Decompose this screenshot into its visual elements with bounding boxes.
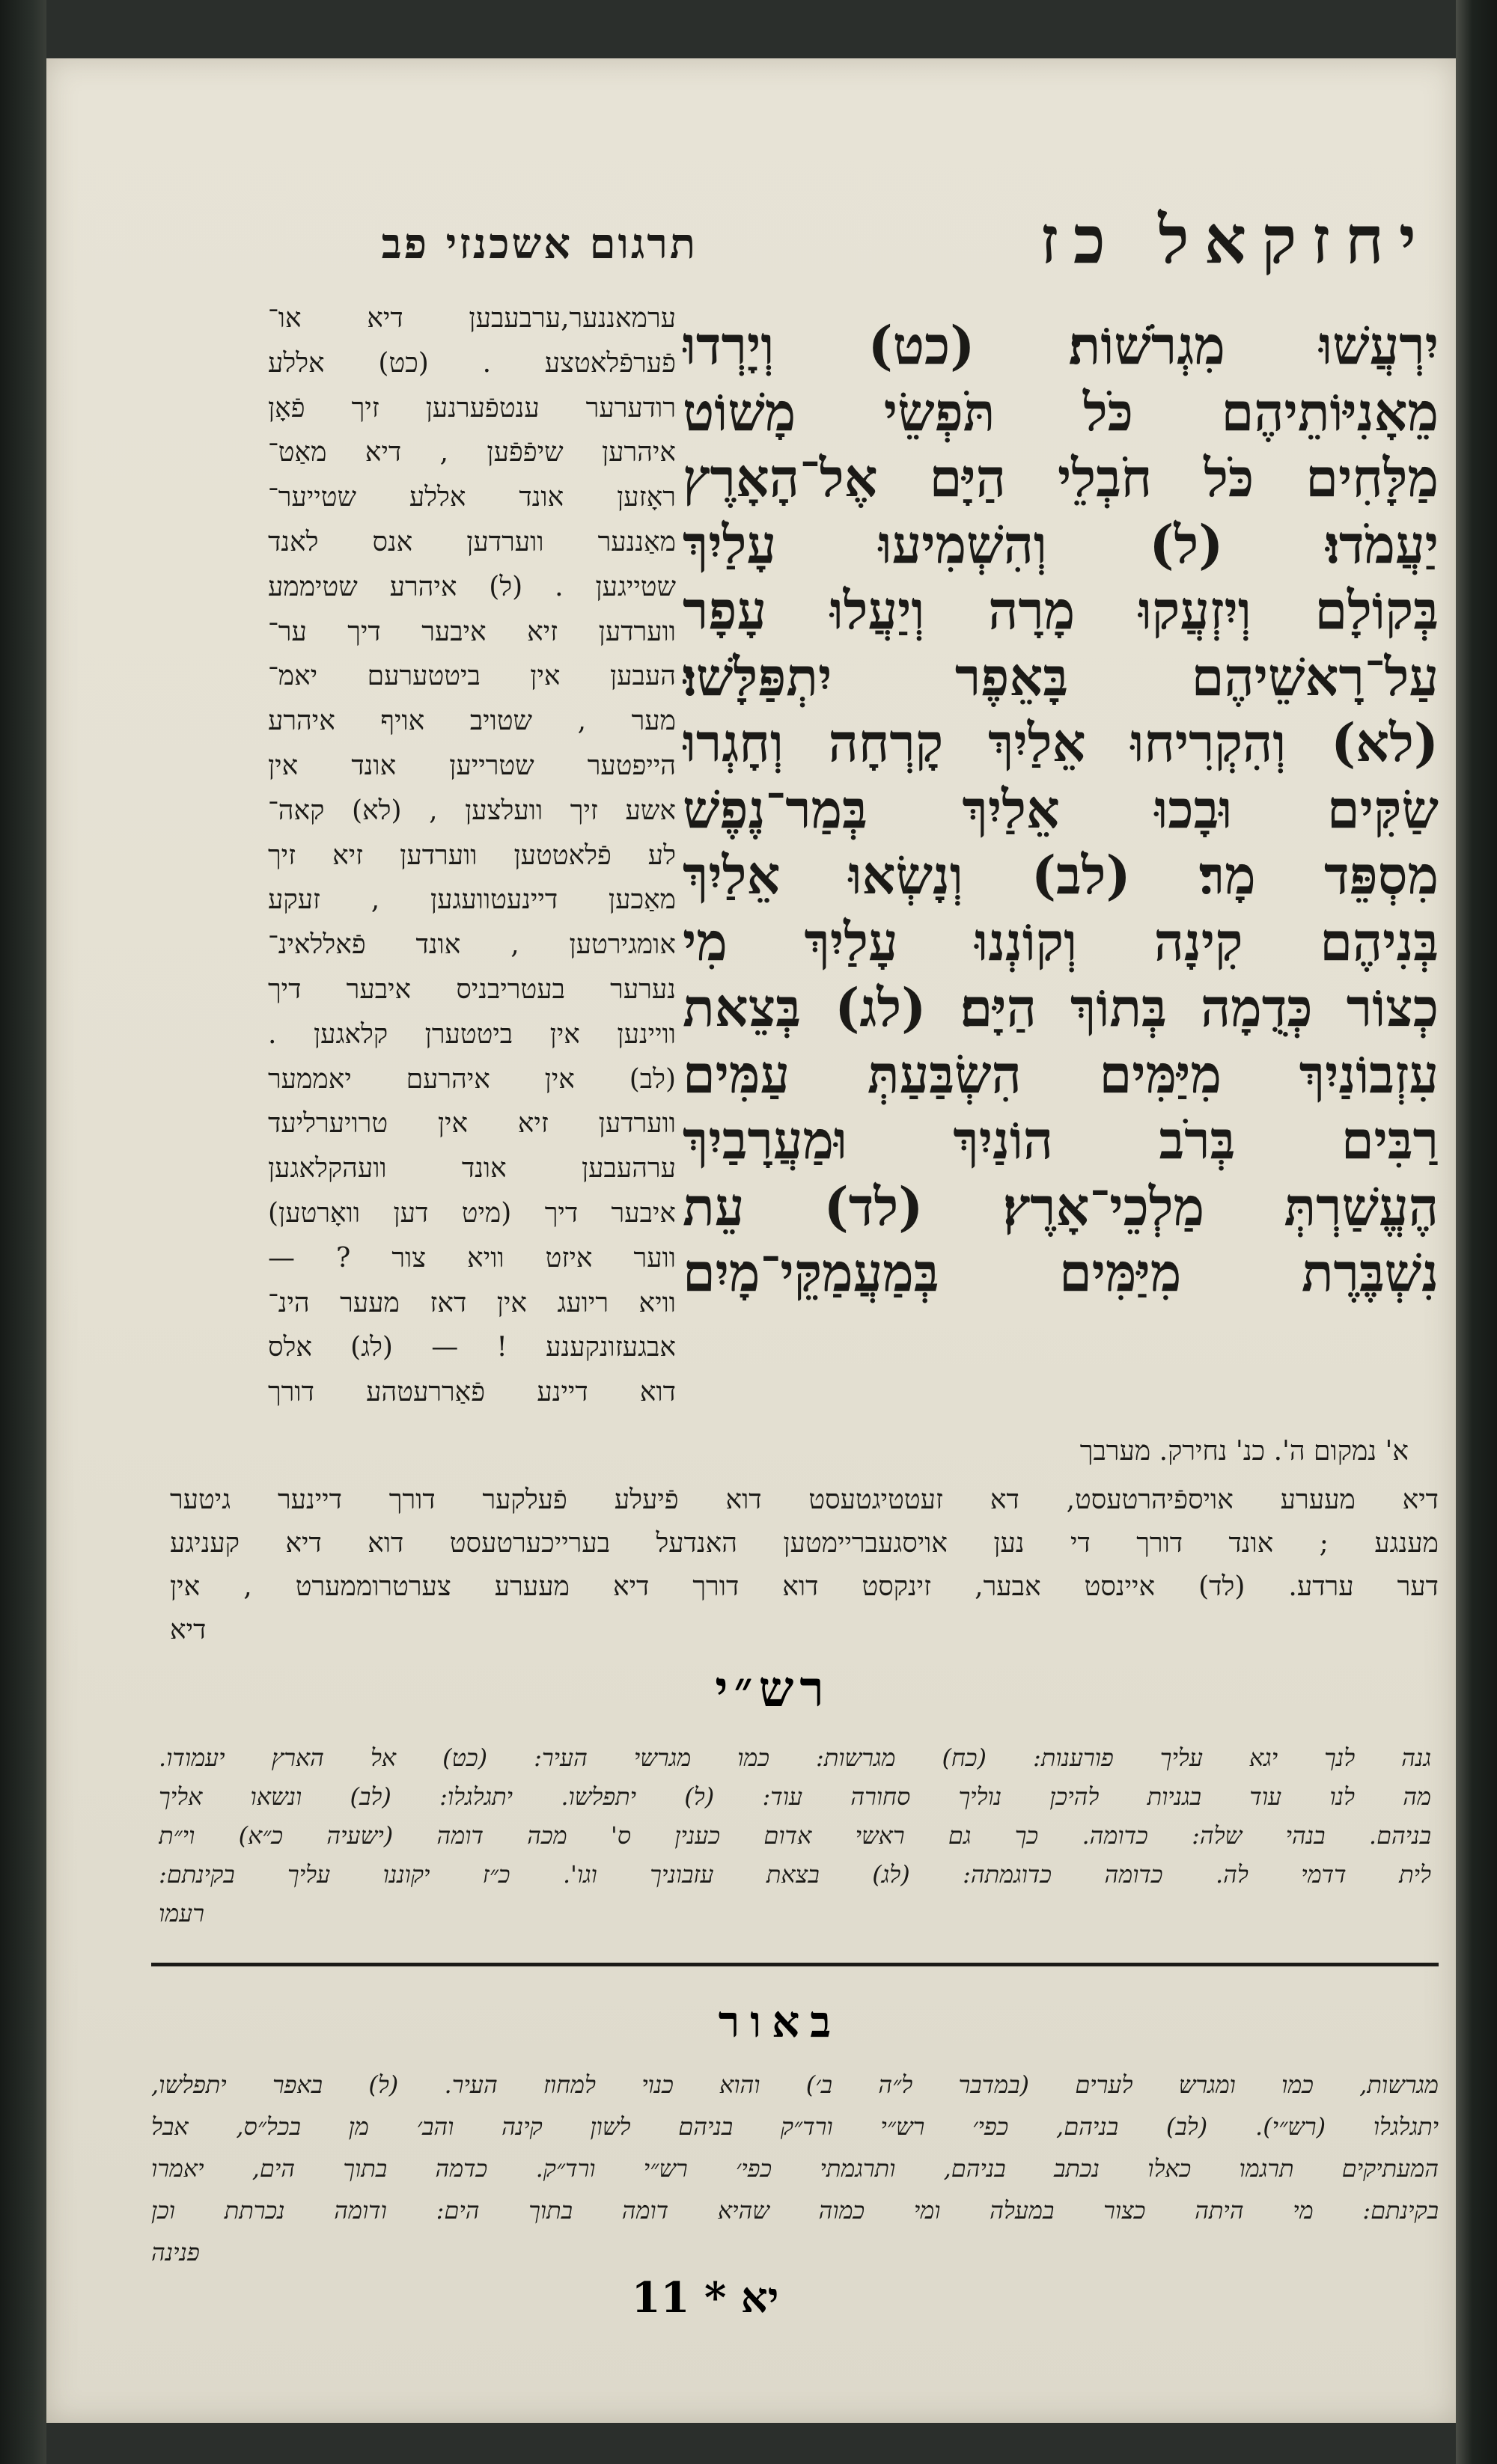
verse-line: (לא) וְהִקְרִיחוּ אֵלַיִךְ קָרְחָה וְחָגְרוּ [683,712,1439,774]
targum-line: פֿערפֿלאטצע . (כט) אללע [268,347,676,379]
verse-line: בְּקוֹלָם וְיִזְעֲקוּ מָרָה וְיַעֲלוּ עָפָר [683,579,1439,641]
biur-commentary [151,2064,1439,2273]
running-title: יחזקאל כז [1040,201,1431,278]
targum-line: וויינען אין ביטטערן קלאגען . [268,1018,676,1050]
targum-line: שטייגען . (ל) איהרע שטיממע [268,571,676,602]
targum-line: הייפטער שטרייען אונד אין [268,750,676,781]
targum-line: ערהעבען אונד וועהקלאגען [268,1153,676,1184]
biur-heading: באור [718,1996,842,2047]
section-divider [151,1963,1439,1966]
targum-line: איהרען שיפֿפֿען , דיא מאַט־ [268,437,676,468]
biur-line: יתגלגלו (רש״י). (לב) בניהם, כפי׳ רש״י ורד״ק בניהם לשון קינה והב׳ מן בכל״ס, אבל [151,2112,1439,2141]
targum-line: איבער דיך (מיט דען וואָרטען) [268,1197,676,1229]
verse-line: מַלָּחִים כֹּל חֹבְלֵי הַיָּם אֶל־הָאָרֶץ [683,447,1439,509]
targum-line: אומגירטען , אונד פֿאללאינ־ [268,929,676,961]
masoretic-footnote: א' נמקום ה'. כנ' נחירק. מערבך [1079,1436,1409,1467]
rashi-line: רעמו [159,1899,204,1928]
targum-line: נערער בעטריבניס איבער דיך [268,973,676,1005]
biur-line: בקינתם: מי היתה כצור במעלה ומי כמוה שהיא דומה בתוך הים: ודומה נכרתת וכן [151,2196,1439,2225]
verse-line: כְצוֹר כְּדֻמָה בְּתוֹךְ הַיָּם׃ (לג) בְּצֵאת [683,976,1439,1039]
targum-line: ווערדען זיא איבער דיך ער־ [268,616,676,647]
targum-line: ווער איזט וויא צור ? — [268,1242,676,1274]
verse-column [683,313,1439,1306]
targum-line: ערמאננער,ערבעבען דיא או־ [268,303,676,334]
biur-line: המעתיקים תרגמו כאלו נכתב בניהם, ותרגמתי כפי׳ רש״י ורד״ק. כדמה בתוך הים, יאמרו [151,2154,1439,2183]
book-spine-left [0,0,46,2464]
verse-line: הֶעֱשַׁרְתְּ מַלְכֵי־אָרֶץ׃ (לד) עֵת [683,1175,1439,1238]
verse-line: יִרְעֲשׁוּ מִגְרֹשׁוֹת׃ (כט) וְיָרְדוּ [683,314,1439,376]
verse-line: עִזְבוֹנַיִךְ מִיַּמִּים הִשְׂבַּעַתְּ עַמִּים [683,1042,1439,1105]
biur-line: מגרשות, כמו ומגרש לערים (במדבר ל״ה ב׳) והוא כנוי למחוז העיר. (ל) באפר יתפלשו, [151,2070,1439,2099]
targum-line: וויא ריועג אין דאז מעער הינ־ [268,1287,676,1318]
targum-continuation [170,1479,1439,1652]
targum-title: תרגום אשכנזי פב [381,219,698,269]
rashi-heading: רש״י [715,1660,830,1718]
rashi-line: גנה לנך יגא עליך פורענות: (כח) מגרשות: כמו מגרשי העיר: (כט) אל הארץ יעמודו. [159,1743,1431,1772]
targum-line: העבען אין ביטטערעם יאמ־ [268,661,676,692]
biur-line: פנינה [151,2238,200,2266]
targum-column [268,296,676,1415]
targum-line: מער , שטויב אויף איהרע [268,706,676,737]
targum-line: מאַכען דיינעטוועגען , זעקע [268,884,676,916]
targum-continuation-line: מענגע ; אונד דורך די נען אויסגעבריימטען האנדעל בערייכערטעסט דוא דיא קעניגע [170,1528,1439,1559]
targum-line: ראָזען אונד אללע שטייער־ [268,482,676,513]
verse-line: בְּנִיהֶם קִינָה וְקוֹנְנוּ עָלַיִךְ מִי [683,910,1439,973]
rashi-commentary [159,1738,1431,1933]
targum-line: דוא דיינע פֿאַררעטהע דורך [268,1377,676,1408]
rashi-line: בניהם. בנהי שלה: כדומה. כך גם ראשי אדום כענין ס' מכה דומה (ישעיה כ״א) וי״ת [159,1821,1431,1850]
page-signature: יא * 11 [631,2273,779,2323]
verse-line: מֵאָנִיּוֹתֵיהֶם כֹּל תֹּפְשֵׂי מָשׁוֹט [683,380,1439,443]
verse-line: יַעֲמֹדוּ׃ (ל) וְהִשְׁמִיעוּ עָלַיִךְ [683,513,1439,575]
book-spine-right [1456,0,1497,2464]
targum-line: אשע זיך וועלצען , (לא) קאה־ [268,795,676,826]
targum-continuation-line: דיא מעערע אויספֿיהרטעסט, דא זעטטיגטעסט דוא פֿיעלע פֿעלקער דורך דיינער גיטער [170,1485,1439,1515]
targum-continuation-line: דער ערדע. (לד) איינסט אבער, זינקסט דוא דורך דיא מעערע צערטרוממערט , אין [170,1571,1439,1602]
verse-line: עַל־רָאשֵׁיהֶם בָּאֵפֶר יִתְפַּלָּשׁוּ׃ [683,645,1439,708]
book-page [46,58,1456,2423]
targum-line: אבגעזונקענע ! — (לג) אלס [268,1332,676,1363]
targum-continuation-line: דיא [170,1615,207,1645]
verse-line: רַבִּים בְּרֹב הוֹנַיִךְ וּמַעֲרָבַיִךְ [683,1109,1439,1171]
verse-line: מִסְפֵּד מָר׃ (לב) וְנָשְׂאוּ אֵלַיִךְ [683,844,1439,906]
rashi-line: מה לנו עוד בגניות להיכן נוליך סחורה עוד: (ל) יתפלשו. יתגלגלו: (לב) ונשאו אליך [159,1782,1431,1811]
targum-line: לע פֿלאטטען ווערדען זיא זיך [268,840,676,871]
targum-line: מאַננער ווערדען אנס לאנד [268,526,676,557]
targum-line: רודערער ענטפֿערנען זיך פֿאָן [268,392,676,424]
rashi-line: לית דדמי לה. כדומה כדוגמתה: (לג) בצאת עזבוניך וגו'. כ״ז יקוננו עליך בקינתם: [159,1860,1431,1889]
verse-line: שַׂקִּים וּבָכוּ אֵלַיִךְ בְּמַר־נֶפֶשׁ [683,777,1439,840]
verse-line: נִשְׁבֶּרֶת מִיַּמִּים בְּמַעֲמַקֵּי־מָיִם [683,1241,1439,1303]
targum-line: (לב) אין איהרעם יאממער [268,1063,676,1095]
targum-line: ווערדען זיא אין טרויערליעד [268,1108,676,1140]
